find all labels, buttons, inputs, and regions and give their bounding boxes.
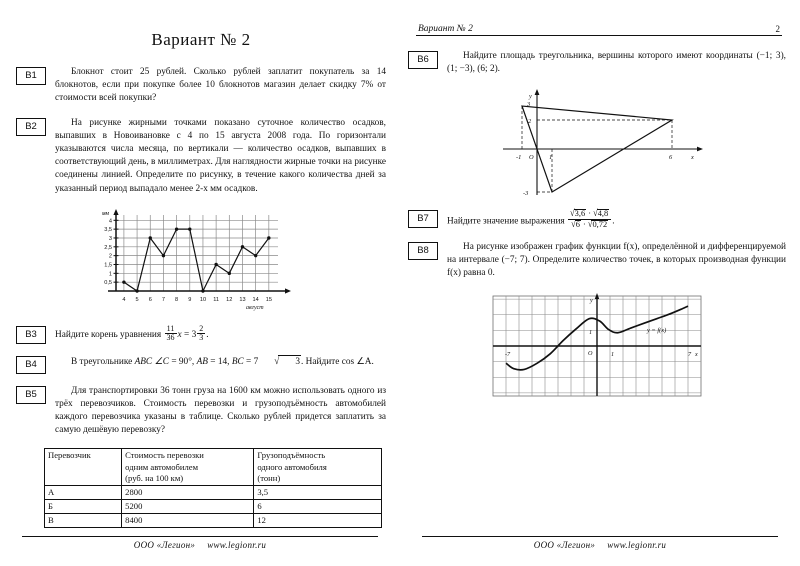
b7-numerator: √3,6 · √4,8 (568, 209, 611, 220)
table-header-capacity-l2: одного автомобиля (257, 461, 327, 472)
b4-question: cos ∠A. (341, 356, 374, 367)
task-tag-b1: B1 (16, 67, 46, 85)
svg-text:8: 8 (175, 296, 179, 303)
b4-side-bc: BC (231, 356, 244, 367)
b3-mixed-numerator: 2 (199, 323, 204, 333)
svg-text:3: 3 (108, 235, 112, 242)
task-b7 (408, 209, 786, 230)
svg-text:2: 2 (108, 253, 112, 260)
svg-text:1: 1 (108, 271, 112, 278)
table-cell-cost: 8400 (122, 513, 254, 527)
footer-text (400, 540, 800, 550)
b7-den-dot: · (582, 220, 586, 230)
task-text-b6: Найдите площадь треугольника, вершины которого имеют координаты (−1; 3), (1; −3), (6; 2). (447, 51, 786, 75)
task-text-b1: Блокнот стоит 25 рублей. Сколько рублей заплатит покупатель за 14 блокнотов, если при покупке более 10 блокнотов магазин делает скидку 7% от стоимости всей покупки? (55, 67, 386, 104)
b3-variable: x (177, 329, 182, 340)
precipitation-chart (16, 207, 386, 315)
running-head (408, 24, 786, 35)
svg-text:12: 12 (226, 296, 233, 303)
b7-denominator: √6 · √0,72 (571, 219, 608, 230)
task-text-b5: Для транспортировки 36 тонн груза на 1600 км можно использовать одного из трёх перевозчиков. Стоимость перевозки и грузоподъёмность автомобилей каждого перевозчика указаны в таблице. Сколько рублей придется заплатить за самую дешёвую перевозку? (55, 385, 386, 436)
precip-x-arrow (285, 288, 291, 293)
b3-prompt: Найдите корень уравнения (55, 329, 162, 340)
table-header-capacity (254, 449, 382, 486)
svg-text:15: 15 (265, 296, 272, 303)
derivative-function-graph (408, 292, 786, 402)
triangle-xtick-6: 6 (668, 154, 672, 162)
precip-x-axis-label: август (246, 304, 264, 311)
footer-publisher: ООО «Легион» (133, 540, 196, 550)
table-header-capacity-l1: Грузоподъёмность (257, 450, 326, 461)
footer-divider (22, 536, 378, 537)
function-xtick-neg7: -7 (505, 350, 511, 358)
b4-side-ab: AB (196, 356, 208, 367)
footer-text (0, 540, 400, 550)
task-b8 (408, 241, 786, 281)
svg-text:11: 11 (213, 296, 220, 303)
triangle-origin-label: O (528, 154, 534, 162)
b7-period: . (612, 216, 615, 227)
table-header-row (45, 449, 382, 486)
running-head-divider (416, 35, 782, 36)
footer-website[interactable]: www.legionr.ru (607, 540, 667, 550)
footer-left (0, 536, 400, 550)
b3-mixed-fraction (197, 325, 205, 343)
svg-text:14: 14 (252, 296, 259, 303)
triangle-ytick-3: 3 (526, 101, 530, 109)
table-header-cost-l3: (руб. на 100 км) (125, 472, 184, 483)
b7-den-a: 6 (575, 220, 580, 230)
b7-den-b: 0,72 (592, 220, 608, 230)
svg-text:13: 13 (239, 296, 246, 303)
footer-divider (422, 536, 778, 537)
task-tag-b5: B5 (16, 386, 46, 404)
table-cell-carrier: В (45, 513, 122, 527)
precip-data-line (124, 229, 269, 291)
triangle-plot-svg (485, 87, 710, 199)
table-cell-carrier: А (45, 485, 122, 499)
b7-num-a: 3,6 (574, 209, 586, 219)
task-b2 (16, 117, 386, 196)
svg-text:0,5: 0,5 (104, 279, 112, 286)
b4-tail: . Найдите (301, 356, 340, 367)
precip-y-arrow (113, 209, 118, 215)
triangle-x-arrow (697, 147, 703, 152)
b3-period: . (206, 329, 209, 340)
page-title: Вариант № 2 (151, 30, 251, 49)
table-cell-cost: 2800 (122, 485, 254, 499)
b4-ab-value: = 14, (210, 356, 230, 367)
task-tag-b8: B8 (408, 242, 438, 260)
b4-radical-sign: √ (274, 355, 280, 368)
triangle-x-axis-label: x (690, 154, 694, 162)
table-cell-capacity: 12 (254, 513, 382, 527)
task-text-b7 (447, 209, 786, 230)
table-cell-carrier: Б (45, 499, 122, 513)
task-text-b2: На рисунке жирными точками показано суточное количество осадков, выпавших в Новоивановке с 4 по 15 августа 2008 года. По горизонтали указываются числа месяца, по вертикали — количество осадков, выпавших в соответствующий день, в миллиметрах. Для наглядности жирные точки на рисунке соединены линией. Определите по рисунку, в течение какого количества дней за указанный период выпадало менее 2-х мм осадков. (55, 117, 386, 194)
table-cell-cost: 5200 (122, 499, 254, 513)
footer-website[interactable]: www.legionr.ru (207, 540, 267, 550)
svg-text:9: 9 (188, 296, 192, 303)
table-cell-capacity: 3,5 (254, 485, 382, 499)
svg-text:1,5: 1,5 (104, 262, 112, 269)
b4-angle-value: = 90°, (171, 356, 195, 367)
triangle-y-arrow (534, 89, 539, 95)
task-b6 (408, 50, 786, 76)
page-number: 2 (775, 24, 780, 34)
function-ytick-1: 1 (589, 328, 593, 336)
b4-triangle-name: ABC (134, 356, 153, 367)
task-tag-b2: B2 (16, 118, 46, 136)
triangle-ytick-neg3: -3 (522, 190, 528, 198)
b4-prompt: В треугольнике (71, 356, 133, 367)
b3-fraction-denominator: 36 (166, 333, 175, 343)
b3-mixed-whole: 3 (191, 329, 197, 340)
task-tag-b6: B6 (408, 51, 438, 69)
running-head-title: Вариант № 2 (418, 24, 473, 34)
b3-fraction-numerator: 11 (165, 325, 177, 334)
function-curve-label: y = f(x) (647, 326, 667, 334)
task-text-b4 (55, 355, 386, 369)
function-xtick-1: 1 (611, 350, 615, 358)
svg-text:2,5: 2,5 (104, 244, 112, 251)
b4-radicand: 3 (278, 355, 301, 369)
b7-num-b: 4,8 (597, 209, 609, 219)
table-header-capacity-l3: (тонн) (257, 472, 281, 483)
table-header-cost (122, 449, 254, 486)
svg-text:3,5: 3,5 (104, 226, 112, 233)
svg-text:4: 4 (122, 296, 126, 303)
table-header-cost-l2: одним автомобилем (125, 461, 199, 472)
triangle-xtick-neg1: -1 (515, 154, 521, 162)
task-text-b3 (55, 325, 386, 343)
table-cell-capacity: 6 (254, 499, 382, 513)
svg-text:10: 10 (199, 296, 207, 303)
function-y-axis-label: y (590, 296, 593, 304)
precipitation-chart-svg (86, 207, 316, 315)
b4-angle-c: ∠C (154, 356, 170, 367)
precip-y-axis-label: мм (102, 210, 110, 217)
svg-text:7: 7 (161, 296, 165, 303)
triangle-ytick-2: 2 (527, 118, 531, 126)
table-header-carrier: Перевозчик (45, 449, 122, 486)
table-row (45, 513, 382, 527)
table-row (45, 499, 382, 513)
svg-text:4: 4 (108, 217, 112, 224)
b3-fraction (165, 325, 177, 343)
table-row (45, 485, 382, 499)
task-b3 (16, 325, 386, 344)
function-graph-svg (485, 292, 709, 402)
function-xtick-7: 7 (688, 350, 692, 358)
task-b1 (16, 66, 386, 106)
b7-expression (568, 209, 611, 230)
task-tag-b7: B7 (408, 210, 438, 228)
b7-prompt: Найдите значение выражения (447, 216, 565, 227)
b7-num-dot: · (588, 209, 592, 219)
footer-right (400, 536, 800, 550)
table-header-cost-l1: Стоимость перевозки (125, 450, 204, 461)
b4-bc-value: = 7 (246, 356, 259, 367)
task-text-b8: На рисунке изображен график функции f(x), определённой и дифференцируемой на интервале (−7; 7). Определите количество точек, в которых производная функции f(x) равна 0. (447, 242, 786, 279)
task-b5 (16, 385, 386, 438)
triangle-xtick-1: 1 (548, 154, 552, 162)
b3-equals: = (183, 329, 190, 340)
right-column (400, 0, 800, 566)
task-b4 (16, 355, 386, 374)
triangle-y-axis-label: y (528, 93, 532, 101)
svg-text:5: 5 (135, 296, 139, 303)
function-x-axis-label: x (695, 350, 698, 358)
task-tag-b3: B3 (16, 326, 46, 344)
b3-mixed-denominator: 3 (199, 333, 204, 343)
triangle-coordinate-plot (408, 87, 786, 199)
footer-publisher: ООО «Легион» (533, 540, 596, 550)
carriers-table (44, 448, 382, 528)
task-tag-b4: B4 (16, 356, 46, 374)
svg-text:6: 6 (148, 296, 152, 303)
function-origin-label: O (588, 349, 593, 357)
